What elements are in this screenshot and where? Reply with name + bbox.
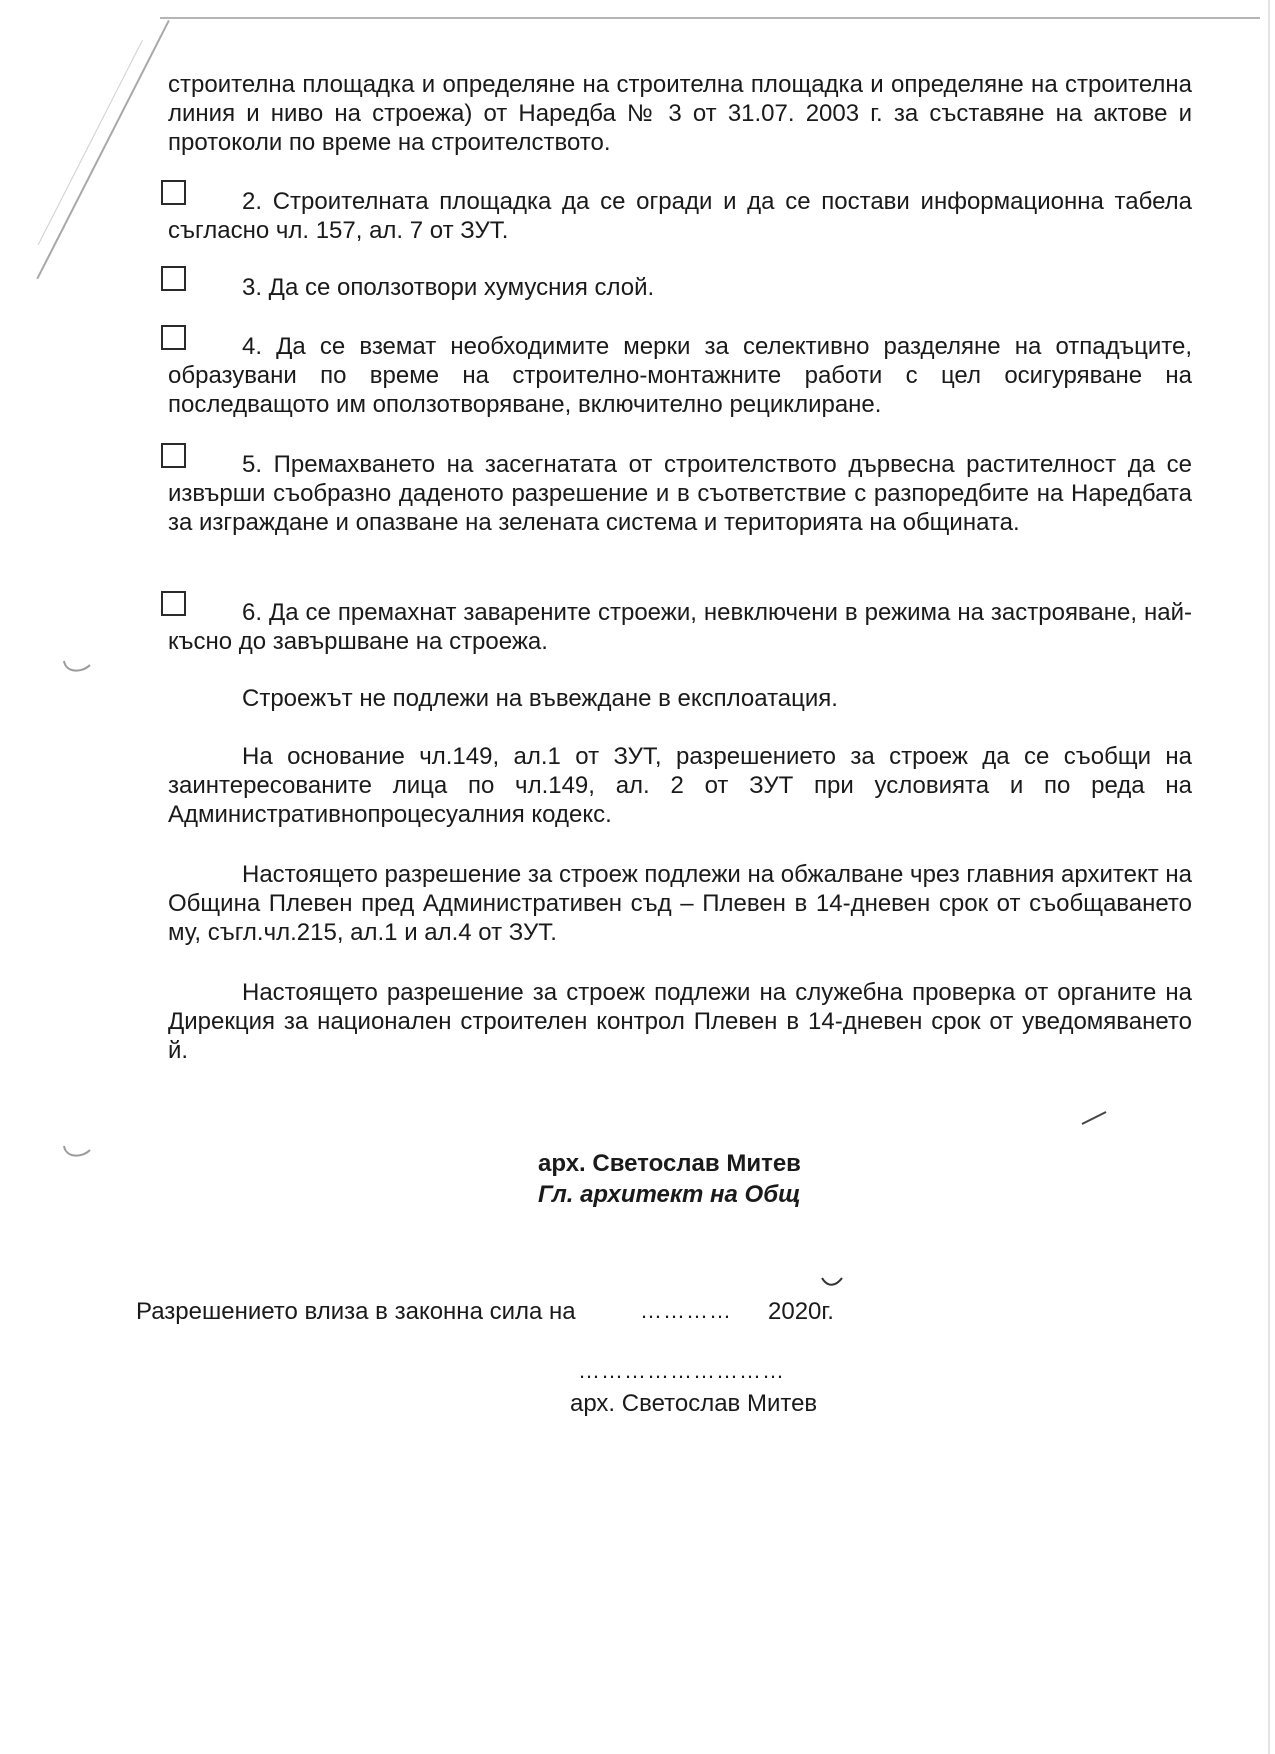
item-6-text: 6. Да се премахнат заварените строежи, невключени в режима на застрояване, най-късно до завършване на строежа. — [168, 599, 1192, 655]
item-2-text: 2. Строителната площадка да се огради и да се постави информационна табела съгласно чл. 157, ал. 7 от ЗУТ. — [168, 188, 1192, 244]
item-3-text: 3. Да се оползотвори хумусния слой. — [242, 274, 655, 301]
signature-line: ……………………… — [578, 1358, 785, 1383]
intro-paragraph: строителна площадка и определяне на строителна площадка и определяне на строителна линия и ниво на строежа) от Наредба № 3 от 31.07. 2003 г. за съставяне на актове и протоколи по време на строителството. — [168, 71, 1192, 156]
entry-into-force-date-blank: ………… — [640, 1298, 732, 1323]
entry-into-force-label: Разрешението влиза в законна сила на — [136, 1298, 576, 1325]
signatory-name: арх. Светослав Митев — [538, 1150, 801, 1177]
not-subject-paragraph: Строежът не подлежи на въвеждане в експлоатация. — [242, 685, 838, 712]
inspection-paragraph: Настоящето разрешение за строеж подлежи на служебна проверка от органите на Дирекция за национален строителен контрол Плевен в 14-дневен срок от уведомяването й. — [168, 979, 1192, 1064]
entry-into-force-year: 2020г. — [768, 1298, 834, 1325]
item-5-text: 5. Премахването на засегнатата от строителството дървесна растителност да се извърши съобразно даденото разрешение и в съответствие с разпоредбите на Наредбата за изграждане и опазване на зелената система и територията на общината. — [168, 451, 1192, 536]
scan-smudge-mark — [60, 1140, 94, 1164]
notification-paragraph: На основание чл.149, ал.1 от ЗУТ, разрешението за строеж да се съобщи на заинтересованите лица по чл.149, ал. 2 от ЗУТ при условията и по реда на Административнопроцесуалния кодекс. — [168, 743, 1192, 828]
scan-edge-top — [160, 17, 1260, 19]
appeal-paragraph: Настоящето разрешение за строеж подлежи на обжалване чрез главния архитект на Община Плевен пред Административен съд – Плевен в 14-дневен срок от съобщаването му, съгл.чл.215, ал.1 и ал.4 от ЗУТ. — [168, 861, 1192, 946]
scan-edge-diagonal — [36, 20, 169, 279]
scan-edge-diagonal-faint — [38, 40, 143, 245]
scan-edge-right — [1268, 0, 1270, 1754]
item-4-text: 4. Да се вземат необходимите мерки за селективно разделяне на отпадъците, образувани по време на строително-монтажните работи с цел осигуряване на последващото им оползотворяване, включително рециклиране. — [168, 333, 1192, 418]
signatory-title: Гл. архитект на Общ — [538, 1181, 801, 1208]
pen-stroke-mark — [1080, 1108, 1110, 1128]
second-signatory-name: арх. Светослав Митев — [570, 1390, 818, 1417]
scan-smudge-mark — [60, 655, 94, 679]
pen-stroke-mark — [820, 1272, 846, 1292]
